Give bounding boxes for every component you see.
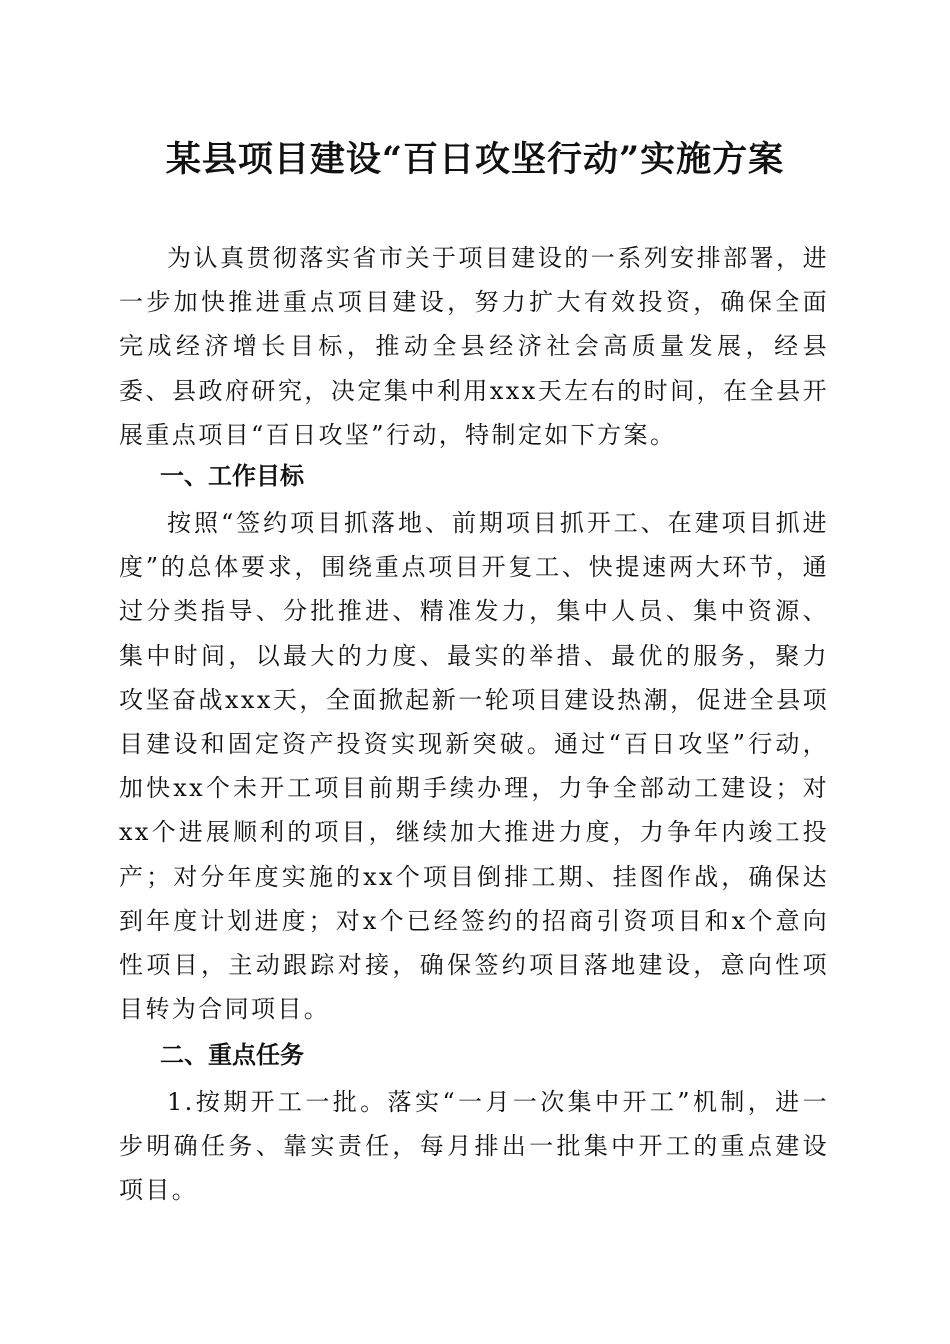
intro-paragraph: 为认真贯彻落实省市关于项目建设的一系列安排部署，进一步加快推进重点项目建设，努力扩大有效投资，确保全面完成经济增长目标，推动全县经济社会高质量发展，经县委、县政府研究，决定集中利用xxx天左右的时间，在全县开展重点项目“百日攻坚”行动，特制定如下方案。 <box>119 244 829 449</box>
section-heading-goals: 一、工作目标 <box>160 462 304 490</box>
section-heading-tasks: 二、重点任务 <box>160 1041 304 1069</box>
goals-paragraph: 按照“签约项目抓落地、前期项目抓开工、在建项目抓进度”的总体要求，围绕重点项目开复工、快提速两大环节，通过分类指导、分批推进、精准发力，集中人员、集中资源、集中时间，以最大的力度、最实的举措、最优的服务，聚力攻坚奋战xxx天，全面掀起新一轮项目建设热潮，促进全县项目建设和固定资产投资实现新突破。通过“百日攻坚”行动，加快xx个未开工项目前期手续办理，力争全部动工建设；对xx个进展顺利的项目，继续加大推进力度，力争年内竣工投产；对分年度实施的xx个项目倒排工期、挂图作战，确保达到年度计划进度；对x个已经签约的招商引资项目和x个意向性项目，主动跟踪对接，确保签约项目落地建设，意向性项目转为合同项目。 <box>119 509 829 1024</box>
task-item-1-paragraph: 1.按期开工一批。落实“一月一次集中开工”机制，进一步明确任务、靠实责任，每月排出一批集中开工的重点建设项目。 <box>119 1088 829 1205</box>
document-title: 某县项目建设“百日攻坚行动”实施方案 <box>165 139 785 180</box>
